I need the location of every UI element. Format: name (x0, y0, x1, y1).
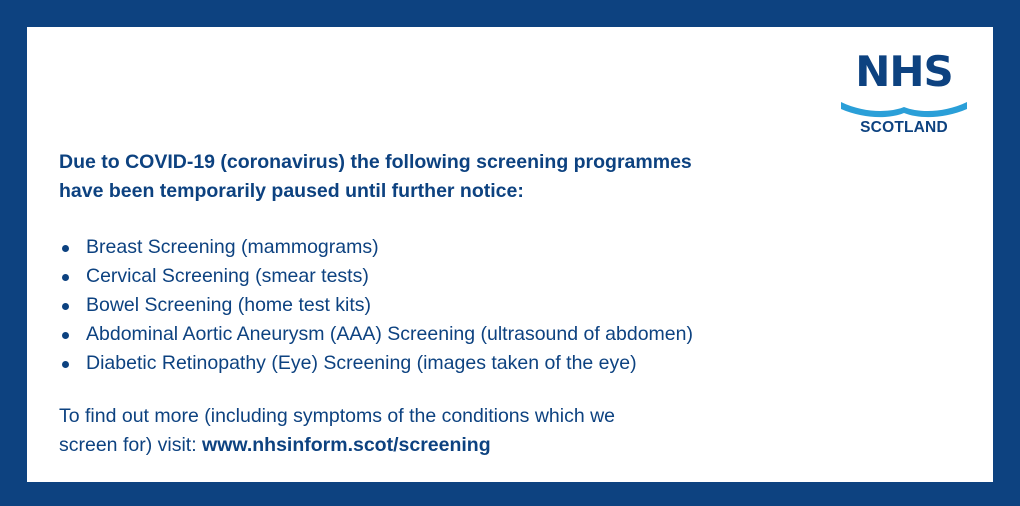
more-info-line (59, 431, 819, 460)
bullet-icon (62, 274, 69, 281)
notice-heading (59, 148, 839, 206)
programme-label: Breast Screening (mammograms) (86, 236, 379, 258)
more-info-text (59, 402, 819, 460)
nhsinform-screening-link[interactable]: www.nhsinform.scot/screening (202, 434, 491, 456)
bullet-icon (62, 303, 69, 310)
programme-label: Bowel Screening (home test kits) (86, 294, 372, 316)
list-item (59, 349, 693, 378)
notice-card (27, 27, 993, 482)
notice-heading-line: have been temporarily paused until further notice: (59, 180, 524, 202)
bullet-icon (62, 245, 69, 252)
list-item (59, 233, 693, 262)
bullet-icon (62, 332, 69, 339)
programme-label: Cervical Screening (smear tests) (86, 265, 369, 287)
more-info-line: To find out more (including symptoms of the conditions which we (59, 405, 616, 427)
logo-wave-icon (839, 99, 969, 121)
programme-label: Abdominal Aortic Aneurysm (AAA) Screening (ultrasound of abdomen) (86, 323, 693, 345)
nhs-scotland-logo (839, 49, 969, 139)
programme-label: Diabetic Retinopathy (Eye) Screening (images taken of the eye) (86, 352, 637, 374)
list-item (59, 291, 693, 320)
logo-scotland-text: SCOTLAND (860, 119, 948, 136)
logo-nhs-text: NHS (855, 47, 953, 96)
more-info-prefix: screen for) visit: (59, 434, 203, 456)
bullet-icon (62, 361, 69, 368)
list-item (59, 320, 693, 349)
paused-programmes-list (59, 233, 693, 378)
notice-heading-line: Due to COVID-19 (coronavirus) the following screening programmes (59, 151, 692, 173)
list-item (59, 262, 693, 291)
